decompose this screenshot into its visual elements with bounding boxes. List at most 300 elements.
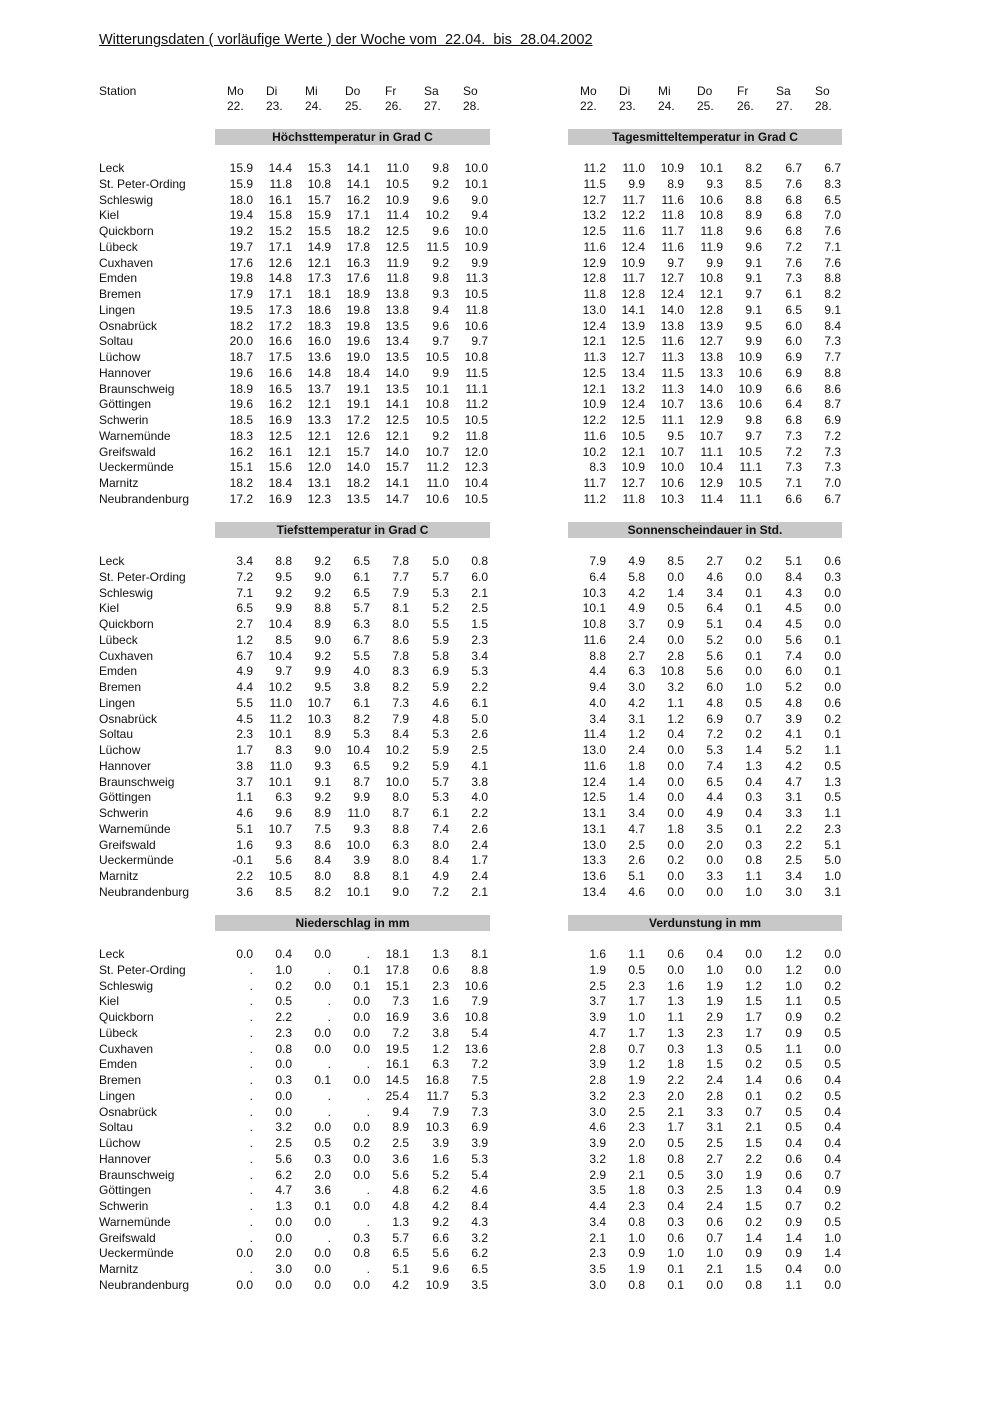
table-cell: . — [249, 1025, 253, 1040]
table-cell: . — [249, 1120, 253, 1135]
table-cell: 9.5 — [745, 318, 762, 333]
table-cell: 2.5 — [471, 743, 488, 757]
table-cell: 18.2 — [346, 224, 370, 238]
table-cell: 1.1 — [667, 1010, 684, 1024]
table-cell: 2.1 — [471, 585, 488, 600]
table-cell: . — [249, 1057, 253, 1072]
table-cell: 3.1 — [628, 711, 645, 726]
table-cell: 6.3 — [392, 837, 409, 852]
table-cell: 19.2 — [229, 224, 253, 238]
table-cell: 10.5 — [738, 444, 762, 459]
table-cell: 20.0 — [229, 334, 253, 349]
table-cell: 1.8 — [628, 1151, 645, 1166]
table-cell: 0.4 — [785, 1262, 802, 1276]
table-cell: 3.8 — [353, 680, 370, 694]
table-cell: 2.2 — [785, 837, 802, 852]
table-cell: 0.0 — [667, 774, 684, 789]
table-cell: 8.4 — [432, 853, 449, 868]
station-name: Lübeck — [99, 632, 138, 647]
table-cell: 8.4 — [471, 1199, 488, 1213]
table-cell: 0.0 — [706, 1277, 723, 1292]
table-cell: 7.5 — [471, 1073, 488, 1087]
table-cell: 0.0 — [314, 947, 331, 961]
table-cell: 16.0 — [307, 334, 331, 349]
table-cell: 4.9 — [706, 806, 723, 820]
table-cell: 18.3 — [307, 318, 331, 333]
table-cell: 1.0 — [824, 1230, 841, 1245]
table-cell: 17.1 — [268, 239, 292, 254]
table-cell: . — [249, 1151, 253, 1166]
table-cell: 1.2 — [745, 978, 762, 993]
table-cell: . — [249, 1010, 253, 1024]
date-label: 22. — [227, 99, 244, 113]
table-cell: 8.2 — [353, 711, 370, 726]
table-cell: 8.9 — [314, 727, 331, 742]
table-cell: 8.8 — [589, 648, 606, 663]
table-cell: 9.1 — [745, 271, 762, 286]
table-cell: 6.0 — [785, 318, 802, 333]
table-cell: 1.3 — [667, 994, 684, 1009]
table-cell: 17.6 — [346, 271, 370, 286]
table-cell: 0.0 — [706, 853, 723, 868]
table-cell: 6.0 — [471, 569, 488, 584]
table-cell: 11.1 — [661, 413, 684, 427]
table-cell: 5.6 — [785, 632, 802, 647]
day-label: Sa — [424, 84, 439, 98]
table-cell: 1.4 — [785, 1230, 802, 1245]
table-cell: 6.9 — [785, 365, 802, 380]
table-cell: 7.3 — [824, 460, 841, 475]
table-cell: 6.2 — [432, 1183, 449, 1198]
table-cell: 5.7 — [432, 774, 449, 789]
table-cell: 0.4 — [824, 1073, 841, 1087]
table-cell: 12.0 — [307, 460, 331, 475]
table-cell: 0.1 — [314, 1199, 331, 1213]
table-cell: 15.9 — [229, 161, 253, 175]
station-name: Schleswig — [99, 978, 154, 993]
table-cell: 8.9 — [745, 208, 762, 223]
table-cell: 11.8 — [465, 428, 488, 443]
table-cell: 2.7 — [628, 648, 645, 663]
table-cell: 1.1 — [667, 695, 684, 710]
table-cell: 11.6 — [661, 239, 684, 254]
table-cell: 10.7 — [660, 397, 684, 412]
table-cell: 9.2 — [392, 758, 409, 773]
table-cell: 17.1 — [346, 208, 370, 223]
table-cell: 16.2 — [346, 192, 370, 207]
table-cell: 0.7 — [745, 711, 762, 726]
table-cell: 15.7 — [307, 192, 331, 207]
table-cell: 16.6 — [268, 334, 292, 349]
table-cell: 3.0 — [275, 1262, 292, 1276]
table-cell: 0.0 — [824, 680, 841, 694]
table-cell: 12.8 — [699, 302, 723, 317]
table-cell: 11.8 — [700, 224, 723, 238]
table-cell: 0.1 — [745, 601, 762, 616]
station-name: Neubrandenburg — [99, 884, 190, 899]
table-cell: 0.0 — [824, 1262, 841, 1276]
table-cell: 1.6 — [589, 947, 606, 961]
table-cell: 8.0 — [432, 837, 449, 852]
table-cell: . — [249, 1183, 253, 1198]
day-label: Fr — [737, 84, 749, 98]
table-cell: 2.5 — [628, 837, 645, 852]
table-cell: 11.8 — [661, 208, 684, 223]
table-cell: 2.2 — [667, 1073, 684, 1087]
station-name: Schwerin — [99, 806, 149, 820]
table-cell: 9.9 — [353, 790, 370, 805]
table-cell: 1.6 — [236, 837, 253, 852]
station-name: Cuxhaven — [99, 648, 154, 663]
table-cell: 10.9 — [621, 255, 645, 270]
table-cell: 10.8 — [582, 617, 606, 631]
station-name: Neubrandenburg — [99, 491, 190, 506]
table-cell: 7.8 — [392, 554, 409, 568]
table-cell: 3.4 — [628, 806, 645, 820]
table-cell: 9.2 — [275, 585, 292, 600]
table-cell: 11.2 — [269, 711, 292, 726]
table-cell: 12.4 — [582, 318, 606, 333]
table-cell: 19.8 — [346, 318, 370, 333]
table-cell: 12.1 — [582, 381, 606, 396]
table-cell: 10.0 — [464, 161, 488, 175]
table-cell: 11.3 — [661, 350, 684, 364]
table-cell: 14.9 — [307, 239, 331, 254]
table-cell: 1.8 — [667, 1057, 684, 1072]
table-cell: 0.0 — [745, 962, 762, 977]
day-label: Sa — [776, 84, 791, 98]
table-cell: 1.1 — [785, 1041, 802, 1056]
table-cell: 18.1 — [385, 947, 409, 961]
table-cell: 0.0 — [353, 1025, 370, 1040]
table-cell: 0.2 — [745, 727, 762, 742]
table-cell: 6.1 — [353, 569, 370, 584]
table-cell: 18.7 — [229, 350, 253, 364]
table-cell: 0.3 — [745, 837, 762, 852]
table-cell: 15.6 — [268, 460, 292, 475]
table-cell: 7.2 — [236, 569, 253, 584]
table-cell: 2.1 — [471, 884, 488, 899]
table-cell: . — [249, 1088, 253, 1103]
table-cell: 17.8 — [385, 962, 409, 977]
table-cell: 2.4 — [471, 869, 488, 883]
station-name: Cuxhaven — [99, 1041, 154, 1056]
table-cell: 7.3 — [785, 428, 802, 443]
table-cell: 4.4 — [589, 1199, 606, 1213]
table-cell: 0.9 — [628, 1246, 645, 1261]
table-cell: 5.4 — [471, 1167, 488, 1182]
table-cell: 6.3 — [353, 617, 370, 631]
table-cell: 3.7 — [589, 994, 606, 1009]
date-label: 27. — [776, 99, 793, 113]
table-cell: 11.8 — [465, 302, 488, 317]
date-label: 26. — [385, 99, 402, 113]
table-cell: 0.5 — [824, 758, 841, 773]
table-cell: 7.3 — [392, 695, 409, 710]
table-cell: 9.0 — [314, 743, 331, 757]
table-cell: 14.8 — [268, 271, 292, 286]
table-cell: 10.6 — [699, 192, 723, 207]
table-cell: 3.9 — [353, 853, 370, 868]
table-cell: 2.4 — [706, 1073, 723, 1087]
table-cell: 11.8 — [386, 271, 409, 286]
table-cell: 1.7 — [667, 1120, 684, 1135]
table-cell: 8.4 — [824, 318, 841, 333]
table-cell: 13.3 — [307, 413, 331, 427]
table-cell: 7.2 — [785, 239, 802, 254]
table-cell: 15.7 — [346, 444, 370, 459]
table-cell: 10.5 — [738, 476, 762, 490]
table-cell: 9.9 — [432, 365, 449, 380]
table-cell: 7.9 — [432, 1104, 449, 1119]
table-cell: 12.8 — [582, 271, 606, 286]
table-cell: 4.2 — [392, 1277, 409, 1292]
table-cell: 13.3 — [582, 853, 606, 868]
table-cell: 19.8 — [229, 271, 253, 286]
table-cell: 0.1 — [314, 1073, 331, 1087]
table-cell: 12.3 — [464, 460, 488, 475]
table-cell: 16.9 — [268, 413, 292, 427]
table-cell: 18.2 — [346, 476, 370, 490]
table-cell: 14.8 — [307, 365, 331, 380]
table-cell: 4.7 — [785, 774, 802, 789]
table-cell: . — [249, 962, 253, 977]
table-cell: 8.8 — [353, 869, 370, 883]
table-cell: 19.6 — [346, 334, 370, 349]
table-cell: 11.0 — [269, 758, 292, 773]
table-cell: 1.2 — [667, 711, 684, 726]
table-cell: 2.0 — [667, 1088, 684, 1103]
table-cell: 8.0 — [392, 853, 409, 868]
table-cell: 0.0 — [353, 1073, 370, 1087]
table-cell: 13.7 — [307, 381, 331, 396]
table-cell: 5.7 — [392, 1230, 409, 1245]
table-cell: 7.8 — [392, 648, 409, 663]
table-cell: 1.2 — [785, 947, 802, 961]
table-cell: 0.0 — [667, 632, 684, 647]
table-cell: 12.2 — [621, 208, 645, 223]
station-name: Leck — [99, 554, 125, 568]
table-cell: 4.5 — [236, 711, 253, 726]
day-label: So — [815, 84, 830, 98]
table-cell: 19.5 — [385, 1041, 409, 1056]
table-cell: 0.4 — [745, 617, 762, 631]
table-cell: 4.8 — [785, 695, 802, 710]
table-cell: 4.4 — [706, 790, 723, 805]
table-cell: 7.2 — [392, 1025, 409, 1040]
table-cell: 1.9 — [589, 962, 606, 977]
table-cell: 5.8 — [628, 569, 645, 584]
table-cell: 9.7 — [745, 428, 762, 443]
table-cell: 4.4 — [236, 680, 253, 694]
table-cell: 1.5 — [471, 617, 488, 631]
table-cell: 12.5 — [582, 790, 606, 805]
table-cell: 16.1 — [268, 192, 292, 207]
station-name: Bremen — [99, 287, 142, 301]
table-cell: 0.0 — [353, 1120, 370, 1135]
table-cell: . — [366, 1214, 370, 1229]
table-cell: 1.0 — [628, 1010, 645, 1024]
table-cell: 0.1 — [824, 727, 841, 742]
table-cell: 6.9 — [706, 711, 723, 726]
station-name: Emden — [99, 1057, 138, 1072]
table-cell: 2.3 — [706, 1025, 723, 1040]
station-name: Bremen — [99, 1073, 142, 1087]
table-cell: 18.6 — [307, 302, 331, 317]
table-cell: 0.0 — [745, 569, 762, 584]
station-name: Marnitz — [99, 476, 139, 490]
table-cell: 2.9 — [706, 1010, 723, 1024]
table-cell: 8.0 — [314, 869, 331, 883]
table-cell: 9.6 — [745, 224, 762, 238]
table-cell: 0.5 — [824, 1088, 841, 1103]
station-name: Lingen — [99, 695, 136, 710]
table-cell: 2.2 — [471, 806, 488, 820]
table-cell: 9.9 — [314, 664, 331, 679]
station-name: St. Peter-Ording — [99, 962, 186, 977]
table-cell: 3.8 — [432, 1025, 449, 1040]
table-cell: 15.9 — [229, 176, 253, 191]
table-cell: 7.6 — [824, 255, 841, 270]
table-cell: 17.8 — [346, 239, 370, 254]
table-cell: 0.0 — [314, 1025, 331, 1040]
table-cell: 12.5 — [621, 413, 645, 427]
table-cell: 11.7 — [622, 192, 645, 207]
table-cell: 3.2 — [667, 680, 684, 694]
table-cell: 13.5 — [385, 381, 409, 396]
table-cell: 0.5 — [745, 1041, 762, 1056]
table-cell: 8.4 — [314, 853, 331, 868]
table-cell: 1.4 — [745, 1073, 762, 1087]
table-cell: 4.3 — [471, 1214, 488, 1229]
table-cell: 13.8 — [660, 318, 684, 333]
table-cell: 13.6 — [307, 350, 331, 364]
table-cell: 3.6 — [236, 884, 253, 899]
table-cell: 8.2 — [745, 161, 762, 175]
table-cell: 12.7 — [660, 271, 684, 286]
table-cell: 11.7 — [622, 271, 645, 286]
table-cell: 9.6 — [432, 318, 449, 333]
table-cell: 3.9 — [432, 1136, 449, 1150]
table-cell: 0.0 — [667, 806, 684, 820]
table-cell: 5.0 — [432, 554, 449, 568]
table-cell: 0.0 — [314, 1262, 331, 1276]
table-cell: 12.1 — [699, 287, 723, 301]
table-cell: 1.5 — [745, 1136, 762, 1150]
table-cell: 9.1 — [745, 302, 762, 317]
table-cell: 14.1 — [385, 397, 409, 412]
table-cell: 5.6 — [432, 1246, 449, 1261]
table-cell: 16.2 — [268, 397, 292, 412]
table-cell: 0.1 — [745, 1088, 762, 1103]
table-cell: 15.3 — [307, 161, 331, 175]
table-cell: 0.1 — [824, 632, 841, 647]
table-cell: 4.0 — [589, 695, 606, 710]
table-cell: 2.4 — [628, 743, 645, 757]
station-name: Ueckermünde — [99, 460, 174, 475]
table-cell: 5.9 — [432, 680, 449, 694]
table-cell: 5.3 — [432, 727, 449, 742]
table-cell: 9.2 — [432, 428, 449, 443]
table-cell: 8.6 — [824, 381, 841, 396]
table-cell: 0.2 — [275, 978, 292, 993]
table-cell: 10.4 — [268, 617, 292, 631]
table-cell: 8.4 — [785, 569, 802, 584]
table-cell: 10.1 — [268, 774, 292, 789]
table-cell: 4.5 — [785, 601, 802, 616]
table-cell: 0.0 — [667, 837, 684, 852]
table-cell: 0.2 — [785, 1088, 802, 1103]
table-cell: 0.0 — [314, 978, 331, 993]
station-name: Lingen — [99, 1088, 136, 1103]
table-cell: 8.8 — [314, 601, 331, 616]
section-title-0-right: Tagesmitteltemperatur in Grad C — [568, 129, 842, 145]
table-cell: 0.3 — [745, 790, 762, 805]
table-cell: 2.1 — [706, 1262, 723, 1276]
day-label: Do — [697, 84, 713, 98]
table-cell: 0.5 — [785, 1057, 802, 1072]
table-cell: 0.0 — [275, 1230, 292, 1245]
table-cell: 8.8 — [745, 192, 762, 207]
table-cell: 2.2 — [471, 680, 488, 694]
table-cell: 9.8 — [432, 161, 449, 175]
table-cell: 2.3 — [432, 978, 449, 993]
table-cell: 9.5 — [275, 569, 292, 584]
table-cell: 1.1 — [824, 806, 841, 820]
table-cell: 0.1 — [667, 1262, 684, 1276]
table-cell: 10.5 — [425, 413, 449, 427]
table-cell: 12.7 — [699, 334, 723, 349]
table-cell: 0.0 — [667, 569, 684, 584]
table-cell: 7.2 — [432, 884, 449, 899]
table-cell: 1.3 — [275, 1199, 292, 1213]
table-cell: 12.9 — [699, 476, 723, 490]
table-cell: 0.6 — [785, 1073, 802, 1087]
table-cell: . — [249, 1199, 253, 1213]
table-cell: 12.7 — [621, 476, 645, 490]
table-cell: 9.4 — [471, 208, 488, 223]
table-cell: 9.9 — [471, 255, 488, 270]
table-cell: 1.2 — [628, 1057, 645, 1072]
table-cell: 3.7 — [236, 774, 253, 789]
table-cell: 7.0 — [824, 208, 841, 223]
table-cell: 0.4 — [745, 774, 762, 789]
table-cell: 12.4 — [621, 397, 645, 412]
table-cell: . — [366, 1088, 370, 1103]
table-cell: 3.2 — [589, 1088, 606, 1103]
table-cell: 13.3 — [699, 365, 723, 380]
table-cell: 9.2 — [314, 585, 331, 600]
table-cell: 10.2 — [425, 208, 449, 223]
table-cell: 8.8 — [392, 821, 409, 836]
table-cell: 5.3 — [706, 743, 723, 757]
table-cell: . — [249, 1262, 253, 1276]
table-cell: 6.8 — [785, 224, 802, 238]
table-cell: 10.1 — [464, 176, 488, 191]
table-cell: 9.2 — [432, 176, 449, 191]
table-cell: 0.6 — [824, 695, 841, 710]
table-cell: 0.2 — [745, 1214, 762, 1229]
date-label: 28. — [815, 99, 832, 113]
table-cell: 6.5 — [236, 601, 253, 616]
station-name: Emden — [99, 664, 138, 679]
day-label: So — [463, 84, 478, 98]
table-cell: 2.7 — [236, 617, 253, 631]
station-name: Schleswig — [99, 585, 154, 600]
table-cell: 3.4 — [706, 585, 723, 600]
table-cell: 15.2 — [268, 224, 292, 238]
day-label: Di — [266, 84, 278, 98]
